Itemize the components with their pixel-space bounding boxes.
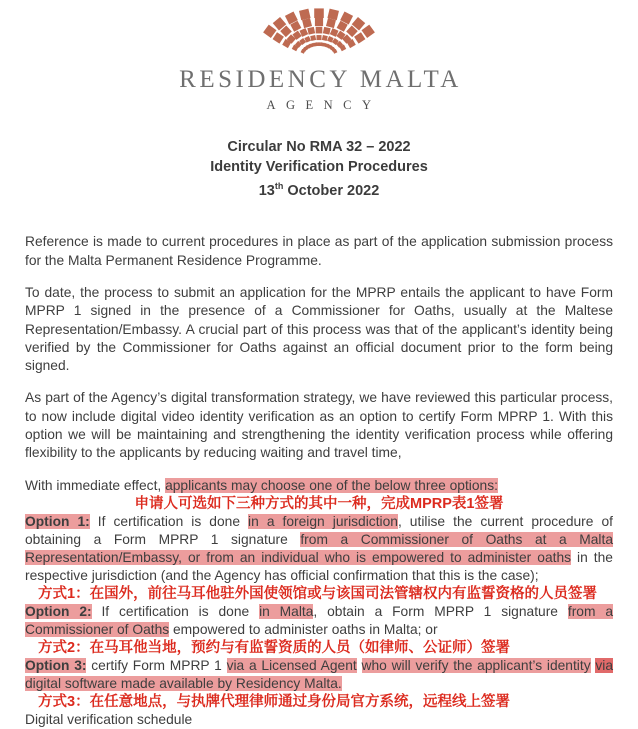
text-segment: in a foreign jurisdiction bbox=[248, 513, 398, 529]
text-segment: Option 3: bbox=[25, 657, 87, 673]
text-segment: If certification is done bbox=[89, 513, 249, 529]
logo-fan-icon bbox=[244, 11, 394, 61]
option-1-paragraph bbox=[25, 513, 613, 585]
text-segment: who will verify the applicant’s identity bbox=[361, 657, 591, 673]
text-segment: empowered to administer oaths in Malta; or bbox=[169, 621, 438, 637]
text-segment: via a Licensed Agent bbox=[226, 657, 357, 673]
cutoff-partial-line: Digital verification schedule bbox=[25, 711, 193, 727]
option-2-paragraph bbox=[25, 603, 613, 639]
paragraph-digital-strategy: As part of the Agency’s digital transformation strategy, we have reviewed this particular process, to now include digital video identity verification as an option to certify Form MPRP 1. With this option we will be maintaining and strengthening the identity verification process while offering flexibility to the applicants by reducing waiting and travel time, bbox=[25, 390, 613, 461]
residency-malta-logo-icon bbox=[0, 11, 638, 61]
text-segment: , utilise the current procedure of obtaining a Form MPRP 1 signature bbox=[25, 513, 613, 547]
text-segment: in the respective jurisdiction (and the Agency has official confirmation that this is the case); bbox=[25, 549, 613, 583]
title-subject: Identity Verification Procedures bbox=[210, 158, 428, 175]
option-3-chinese: 方式3：在任意地点，与执牌代理律师通过身份局官方系统，远程线上签署 bbox=[38, 693, 511, 710]
option-1-chinese: 方式1：在国外，前往马耳他驻外国使领馆或与该国司法管辖权内有监誓资格的人员签署 bbox=[38, 585, 598, 602]
text-segment: If certification is done bbox=[91, 603, 260, 619]
brand-wordmark: RESIDENCY MALTA bbox=[179, 66, 462, 93]
letterhead bbox=[0, 0, 638, 112]
date-day: 13 bbox=[258, 182, 275, 199]
options-intro bbox=[25, 477, 613, 495]
text-segment: from a Commissioner of Oaths bbox=[25, 603, 613, 637]
title-date bbox=[0, 177, 638, 201]
date-month-year: October 2022 bbox=[283, 182, 380, 199]
text-segment: certify Form MPRP 1 bbox=[86, 657, 227, 673]
text-segment: from a Commissioner of Oaths at a Malta Representation/Embassy, or from an individual who is empowered to administer oaths bbox=[25, 531, 614, 565]
text-segment: applicants may choose one of the below three options: bbox=[165, 477, 498, 493]
text-segment: via bbox=[595, 657, 613, 673]
options-intro-chinese: 申请人可选如下三种方式的其中一种，完成MPRP表1签署 bbox=[134, 495, 504, 512]
paragraph-current-process: To date, the process to submit an application for the MPRP entails the applicant to have Form MPRP 1 signed in the presence of a Commissioner for Oaths, usually at the Maltese Representation/Embassy. A crucial part of this process was that of the applicant’s identity being verified by the Commissioner for Oaths against an official document prior to the form being signed. bbox=[25, 284, 613, 374]
text-segment: Option 2: bbox=[25, 603, 92, 619]
document-body bbox=[0, 233, 638, 728]
option-2-chinese: 方式2：在马耳他当地，预约与有监誓资质的人员（如律师、公证师）签署 bbox=[38, 639, 511, 656]
text-segment bbox=[357, 658, 362, 673]
brand-subtitle: AGENCY bbox=[266, 98, 382, 112]
option-3-paragraph bbox=[25, 657, 613, 693]
text-segment: digital software made available by Residency Malta. bbox=[25, 675, 342, 691]
document-title bbox=[0, 138, 638, 201]
text-segment: in Malta bbox=[259, 603, 314, 619]
date-ordinal-suffix: th bbox=[274, 181, 284, 191]
title-circular-number: Circular No RMA 32 – 2022 bbox=[227, 139, 411, 155]
paragraph-reference: Reference is made to current procedures in place as part of the application submission process for the Malta Permanent Residence Programme. bbox=[25, 234, 613, 268]
text-segment: With immediate effect, bbox=[25, 477, 166, 493]
text-segment: , obtain a Form MPRP 1 signature bbox=[313, 603, 568, 619]
text-segment: Option 1: bbox=[25, 513, 90, 529]
